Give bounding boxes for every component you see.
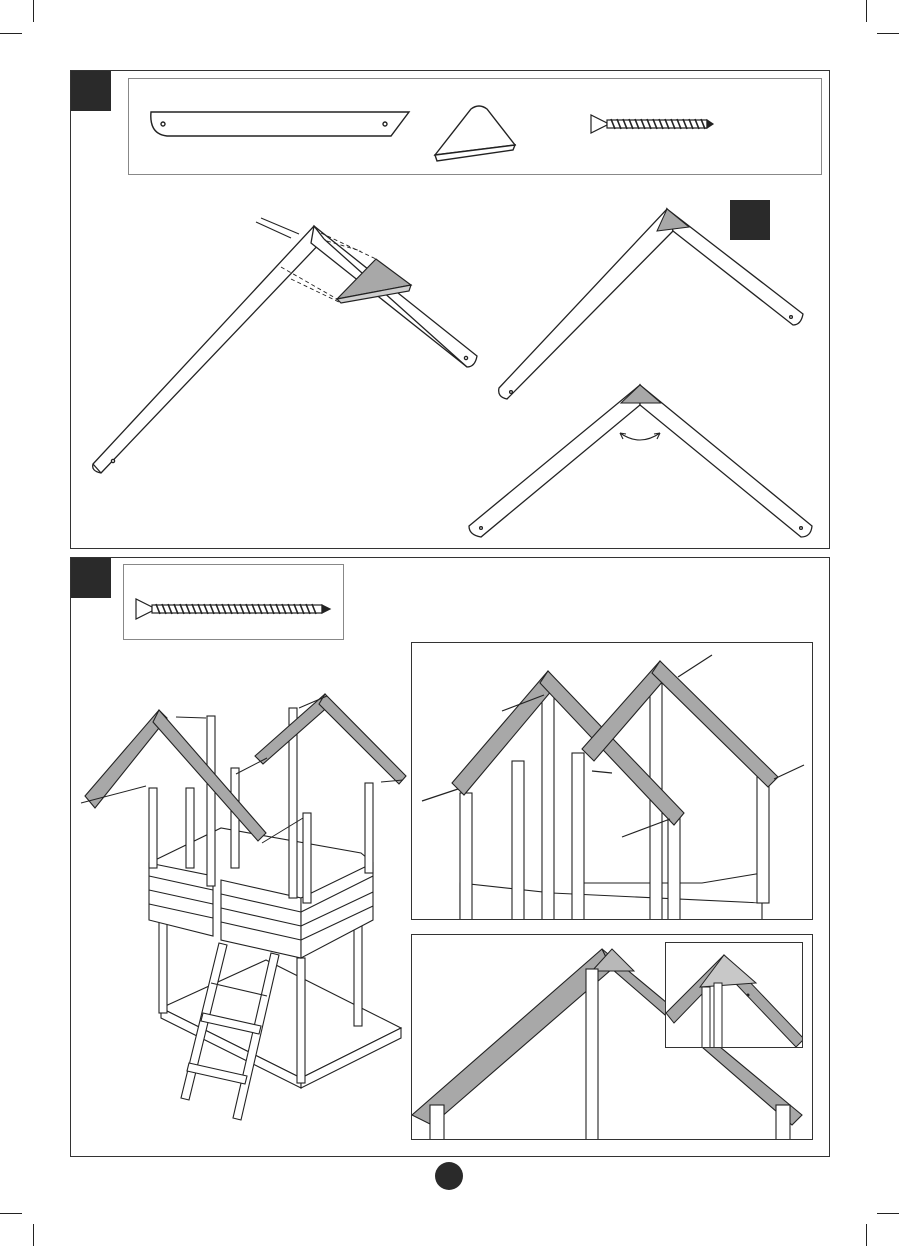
crop-mark-bl-v <box>33 1224 34 1246</box>
crop-mark-br-v <box>866 1224 867 1246</box>
post <box>714 983 722 1048</box>
post <box>149 788 157 868</box>
step-panel-top <box>70 70 830 549</box>
detail-inset-zoom <box>665 942 803 1048</box>
rafter-screwing-detail <box>412 643 813 920</box>
post <box>303 813 311 903</box>
crop-mark-bl-h <box>0 1213 22 1214</box>
post <box>668 813 680 920</box>
post <box>186 788 194 868</box>
post <box>702 987 710 1048</box>
rafter-icon <box>652 661 778 787</box>
post <box>586 969 598 1140</box>
ridge-zoom-detail <box>666 943 803 1048</box>
post <box>512 761 524 920</box>
gusset-icon <box>657 209 689 231</box>
post <box>207 716 215 886</box>
post <box>757 773 769 903</box>
crop-mark-tl-v <box>33 0 34 22</box>
post <box>542 683 554 920</box>
angle-arrow-icon <box>620 433 660 440</box>
rafter-icon <box>319 694 406 784</box>
post <box>365 783 373 873</box>
step-panel-bottom <box>70 557 830 1157</box>
crop-mark-tr-h <box>877 33 899 34</box>
crop-mark-tl-h <box>0 33 22 34</box>
detail-frame-screwing <box>411 642 813 920</box>
post <box>460 793 472 920</box>
rafter-assembly-drawing <box>71 71 831 550</box>
assembled-rafter-pair <box>499 209 803 399</box>
angle-check-rafters <box>469 385 812 537</box>
post <box>572 753 584 920</box>
gusset-icon <box>621 385 661 403</box>
screw-icon <box>256 218 299 238</box>
page-number-badge <box>435 1162 463 1190</box>
exploded-rafter-pair <box>93 226 477 473</box>
crop-mark-br-h <box>877 1213 899 1214</box>
post <box>430 1105 444 1140</box>
rafter-icon <box>412 949 612 1125</box>
post <box>776 1105 790 1140</box>
crop-mark-tr-v <box>866 0 867 22</box>
